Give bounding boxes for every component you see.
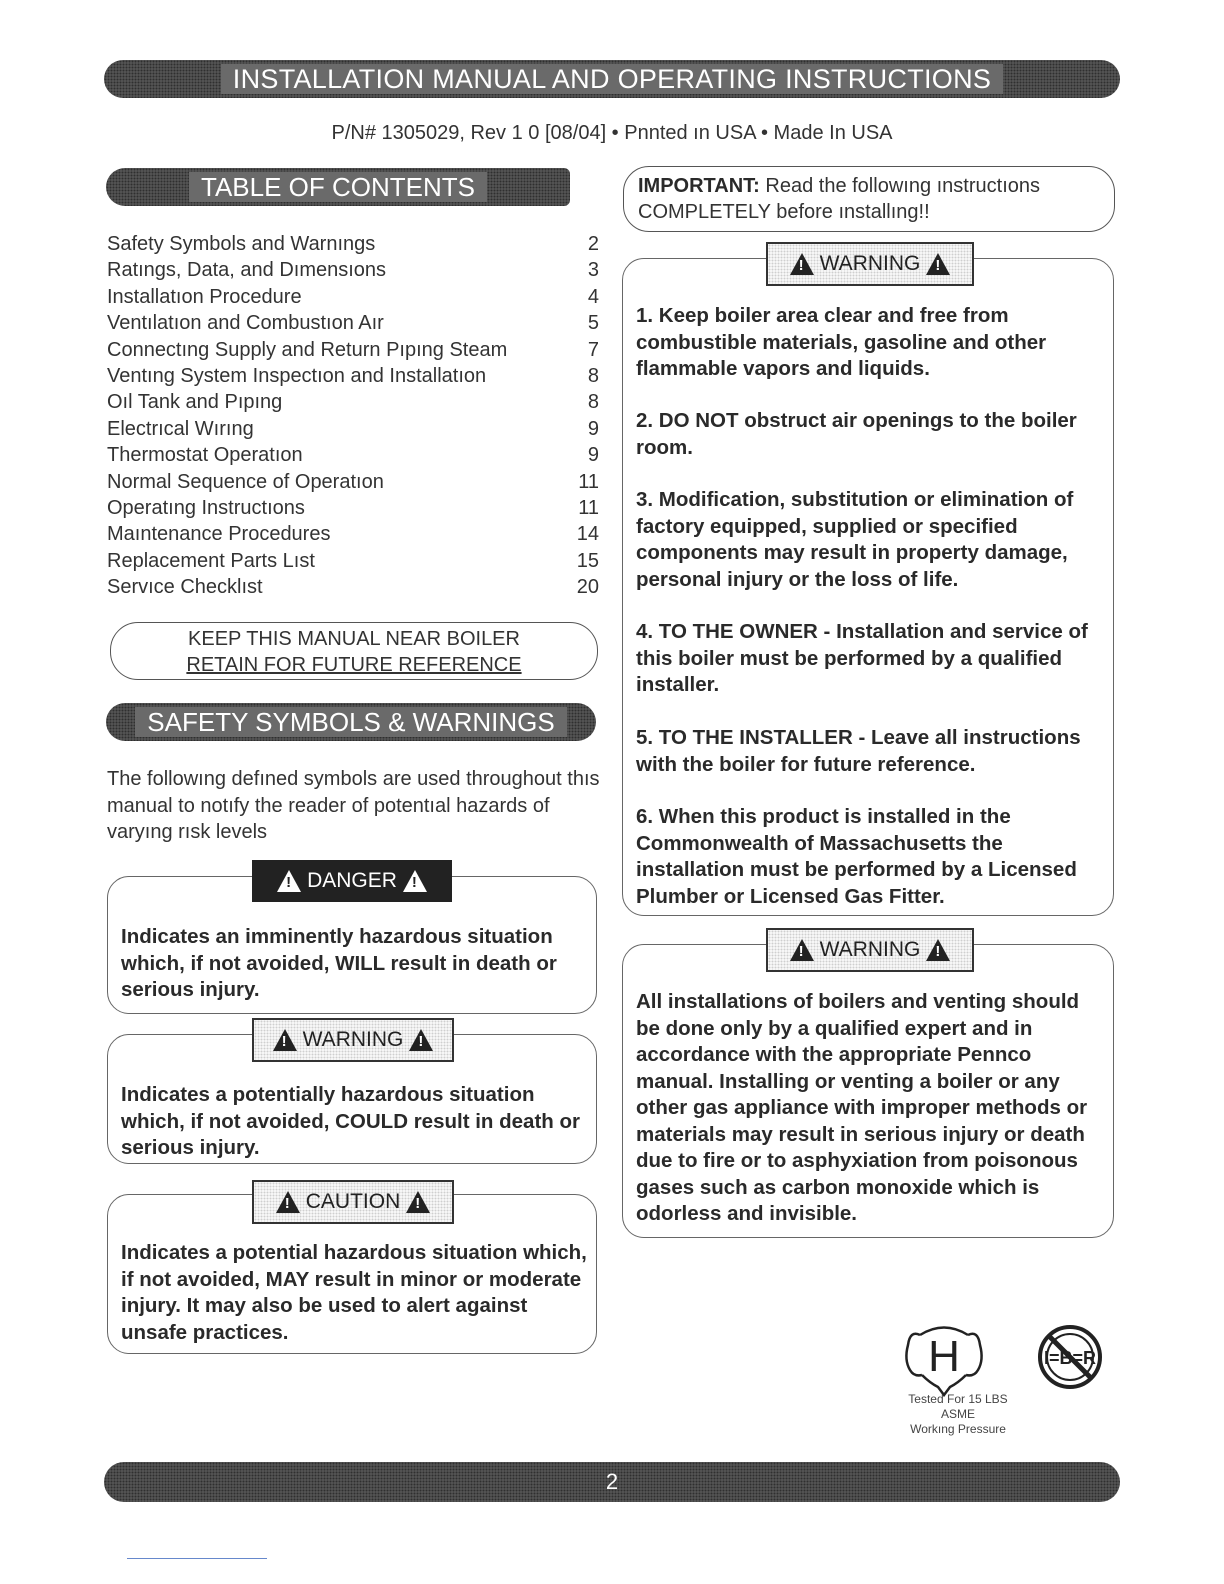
warning-triangle-icon [406, 1191, 430, 1213]
toc-item-label: Maıntenance Procedures [107, 523, 331, 546]
warning-item-3: 3. Modification, substitution or elimination of factory equipped, supplied or specified components may result in property damage, personal injury or the loss of life. [636, 488, 1074, 591]
danger-label-text: DANGER [307, 869, 397, 892]
warning-item-1: 1. Keep boiler area clear and free from combustible materials, gasoline and other flammable vapors and liquids. [636, 304, 1047, 380]
footer-banner [104, 1462, 1120, 1502]
important-notice [623, 166, 1115, 232]
toc-heading: TABLE OF CONTENTS [189, 172, 487, 202]
toc-item [107, 416, 599, 442]
toc-item-page: 7 [587, 338, 599, 361]
warning-item-6: 6. When this product is installed in the Commonwealth of Massachusetts the installation must be performed by a Licensed Plumber or Licensed Gas Fitter. [636, 805, 1077, 908]
toc-item-label: Thermostat Operatıon [107, 444, 303, 467]
toc-item [107, 548, 599, 574]
keep-notice-line1: KEEP THIS MANUAL NEAR BOILER [188, 628, 520, 650]
toc-item-page: 11 [578, 470, 599, 493]
toc-item [107, 521, 599, 547]
warning-installation-text: All installations of boilers and venting should be done only by a qualified expert and in accordance with the appropriate Pennco manual. Installing or venting a boiler or any other gas appliance with improper methods or materials may result in serious injury or death due to fire or to asphyxiation from poisonous gases such as carbon monoxide which is odorless and invisible. [636, 990, 1088, 1225]
warning-definition-text: Indicates a potentially hazardous situation which, if not avoided, COULD result in death or serious injury. [121, 1083, 580, 1159]
keep-notice-line2: RETAIN FOR FUTURE REFERENCE [186, 654, 522, 676]
toc-item-page: 20 [576, 576, 599, 599]
page-number: 2 [605, 1469, 619, 1494]
manual-title-banner [104, 60, 1120, 98]
toc-item-page: 5 [587, 312, 599, 335]
ibr-logo-icon [1040, 1327, 1100, 1387]
toc-item-label: Oıl Tank and Pıpıng [107, 391, 283, 414]
toc-item [107, 337, 599, 363]
caution-label-text: CAUTION [305, 1190, 401, 1213]
asme-caption-line3: Workıng Pressure [910, 1422, 1006, 1436]
toc-item-page: 8 [587, 364, 599, 387]
manual-title: INSTALLATION MANUAL AND OPERATING INSTRUCTIONS [221, 64, 1003, 94]
toc-item [107, 469, 599, 495]
toc-item-label: Replacement Parts Lıst [107, 549, 315, 572]
warning-triangle-icon [409, 1029, 433, 1051]
toc-item-page: 2 [587, 233, 599, 255]
toc-item-page: 8 [587, 391, 599, 414]
toc-item-page: 4 [587, 285, 599, 308]
warning-item-5: 5. TO THE INSTALLER - Leave all instructions with the boiler for future reference. [636, 726, 1081, 776]
important-text: Read the followıng ınstructıons COMPLETELY before ınstallıng!! [638, 175, 1040, 223]
warning-triangle-icon [926, 253, 950, 275]
caution-text: Indicates a potential hazardous situation which, if not avoided, MAY result in minor or moderate injury. It may also be used to alert against unsafe practices. [121, 1241, 587, 1344]
toc-item-label: Ratıngs, Data, and Dımensıons [107, 259, 387, 282]
toc-item-page: 3 [587, 259, 599, 282]
toc-item [107, 284, 599, 310]
warning-label-text: WARNING [302, 1028, 404, 1051]
warning-triangle-icon [277, 870, 301, 892]
asme-stamp-icon [906, 1328, 981, 1396]
divider [127, 1558, 267, 1559]
toc-item-page: 11 [578, 496, 599, 519]
warning-triangle-icon [403, 870, 427, 892]
danger-text: Indicates an imminently hazardous situation which, if not avoided, WILL result in death or serious injury. [121, 925, 557, 1001]
keep-manual-notice [110, 622, 598, 680]
toc-item-page: 15 [576, 549, 599, 572]
svg-text:I=B=R: I=B=R [1043, 1348, 1097, 1368]
part-number-line: P/N# 1305029, Rev 1 0 [08/04] • Pnnted ın USA • Made In USA [331, 122, 893, 144]
toc-item-label: Normal Sequence of Operatıon [107, 470, 384, 493]
toc-item-page: 9 [587, 444, 599, 467]
asme-caption-line1: Tested For 15 LBS [908, 1392, 1008, 1406]
warning-triangle-icon [790, 939, 814, 961]
safety-heading: SAFETY SYMBOLS & WARNINGS [135, 707, 566, 737]
warning-label [252, 1018, 454, 1062]
caution-label [252, 1180, 454, 1224]
warning-triangle-icon [926, 939, 950, 961]
toc-item-label: Connectıng Supply and Return Pıpıng Steam [107, 338, 508, 361]
safety-intro: The followıng defıned symbols are used throughout thıs manual to notıfy the reader of potentıal hazards of varyıng rısk levels [107, 768, 600, 843]
toc-item-label: Ventıng System Inspectıon and Installatıon [107, 364, 487, 387]
warning-list-label [766, 242, 974, 286]
warning-list-label-text: WARNING [819, 252, 921, 275]
asme-caption-line2: ASME [940, 1407, 975, 1421]
warning-installation-label-text: WARNING [819, 938, 921, 961]
important-lead: IMPORTANT: [638, 175, 760, 197]
toc-item [107, 231, 599, 257]
toc-item-label: Operatıng Instructıons [107, 496, 305, 519]
toc-item [107, 442, 599, 468]
toc-item [107, 363, 599, 389]
toc-item [107, 574, 599, 600]
toc-item-label: Electrıcal Wırıng [107, 417, 254, 440]
warning-triangle-icon [790, 253, 814, 275]
toc-item-page: 9 [587, 417, 599, 440]
warning-triangle-icon [276, 1191, 300, 1213]
warning-item-4: 4. TO THE OWNER - Installation and service of this boiler must be performed by a qualified installer. [636, 620, 1088, 696]
toc-item [107, 310, 599, 336]
svg-text:H: H [928, 1332, 960, 1381]
safety-heading-banner [106, 703, 596, 741]
asme-caption [890, 1392, 1026, 1437]
toc-item-label: Servıce Checklıst [107, 576, 263, 599]
warning-installation-label [766, 928, 974, 972]
toc-item [107, 257, 599, 283]
table-of-contents [107, 231, 599, 600]
warning-item-2: 2. DO NOT obstruct air openings to the boiler room. [636, 409, 1077, 459]
toc-item-label: Installatıon Procedure [107, 285, 302, 308]
toc-item-label: Ventılatıon and Combustıon Aır [107, 312, 384, 335]
toc-item-page: 14 [576, 523, 599, 546]
danger-label [252, 860, 452, 902]
toc-item-label: Safety Symbols and Warnıngs [107, 233, 376, 255]
warning-triangle-icon [273, 1029, 297, 1051]
toc-item [107, 389, 599, 415]
toc-heading-banner [106, 168, 570, 206]
toc-item [107, 495, 599, 521]
